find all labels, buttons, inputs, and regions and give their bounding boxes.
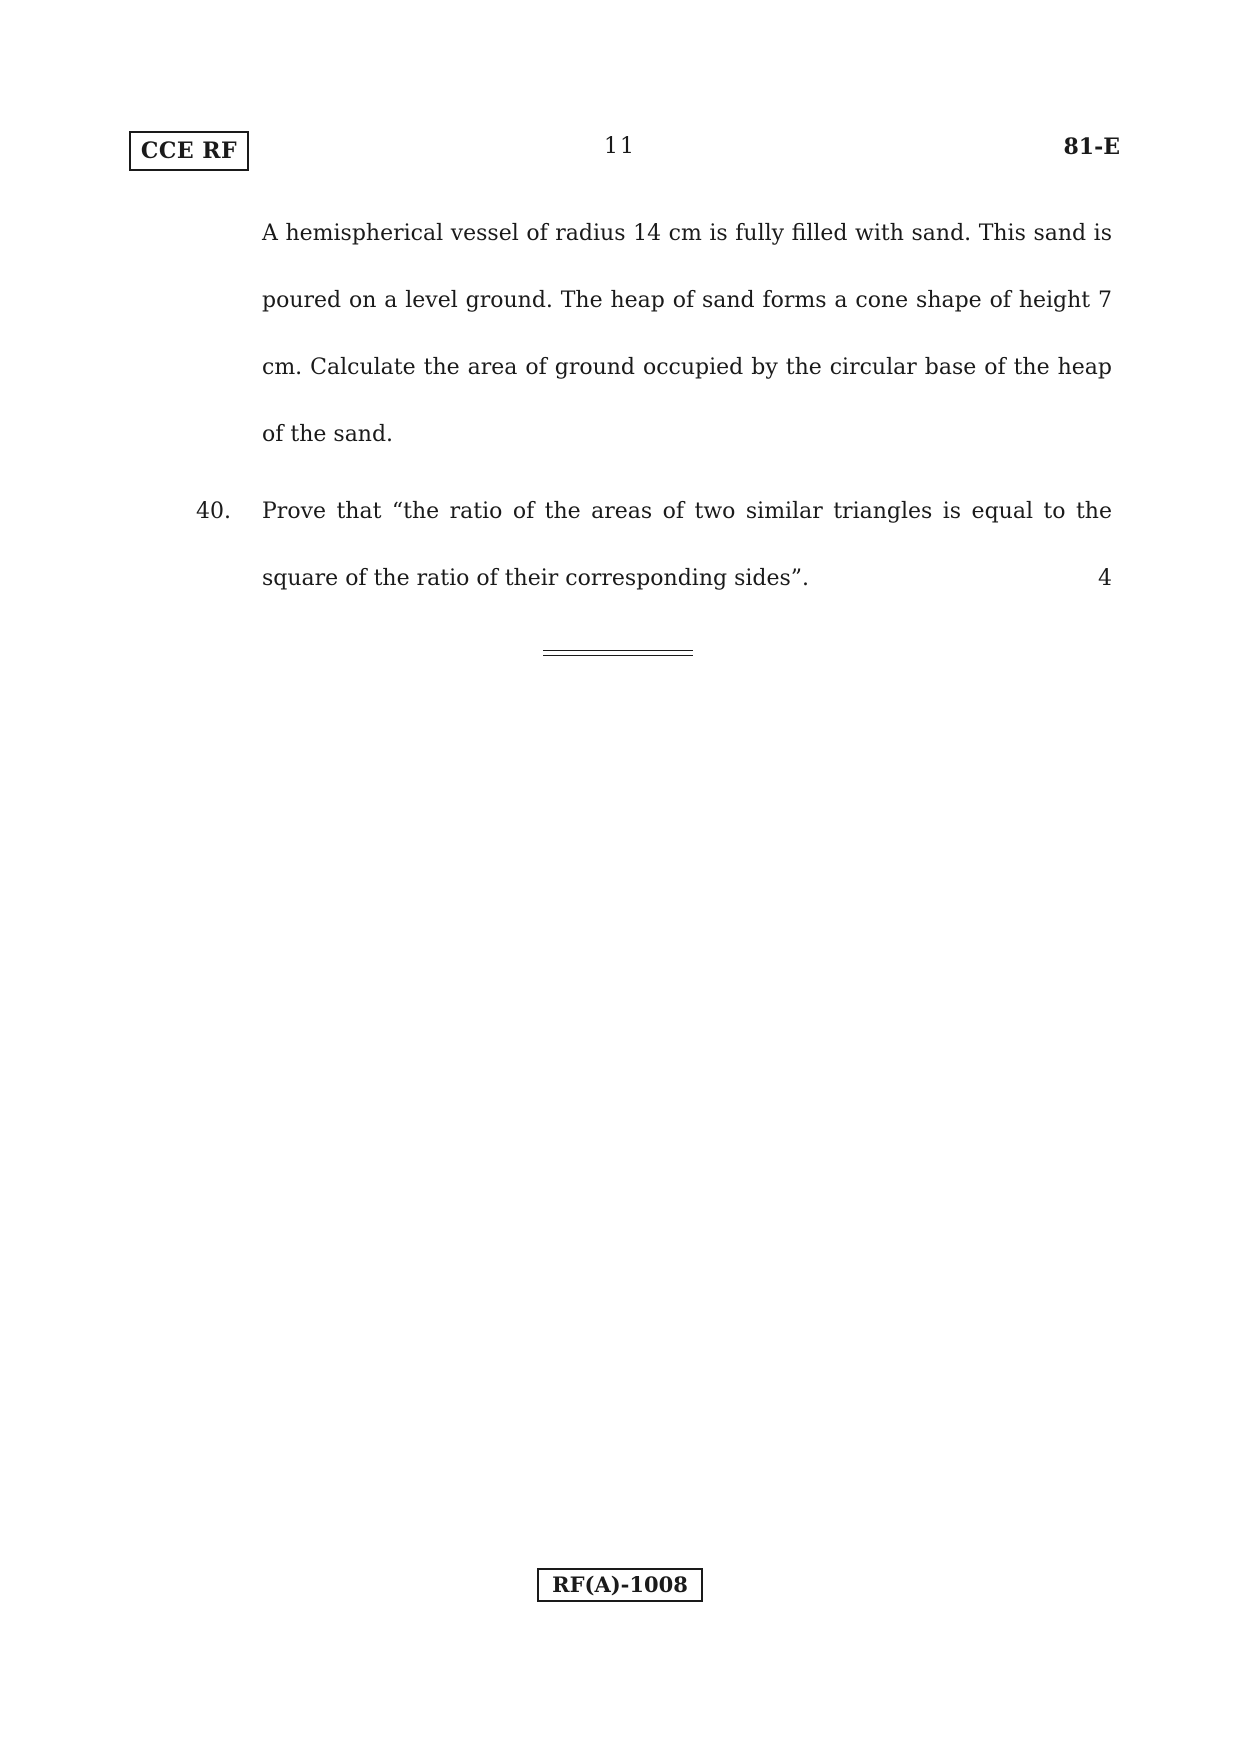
question-40-marks: 4 [1098,566,1112,591]
end-of-paper-rule [543,650,693,656]
page-number: 11 [604,134,636,159]
header-code-box: CCE RF [129,131,249,171]
footer-code-box: RF(A)-1008 [537,1568,703,1602]
question-39-text: A hemispherical vessel of radius 14 cm is fully filled with sand. This sand is poured on a level ground. The heap of sand forms a cone shape of height 7 cm. Calculate the area of ground occupied by the circular base of the heap of the sand. [262,221,1112,447]
question-40-text: Prove that “the ratio of the areas of two similar triangles is equal to the square of the ratio of their corresponding sides”. [262,499,1112,591]
question-40-number: 40. [196,499,231,524]
paper-code: 81-E [1063,134,1120,160]
